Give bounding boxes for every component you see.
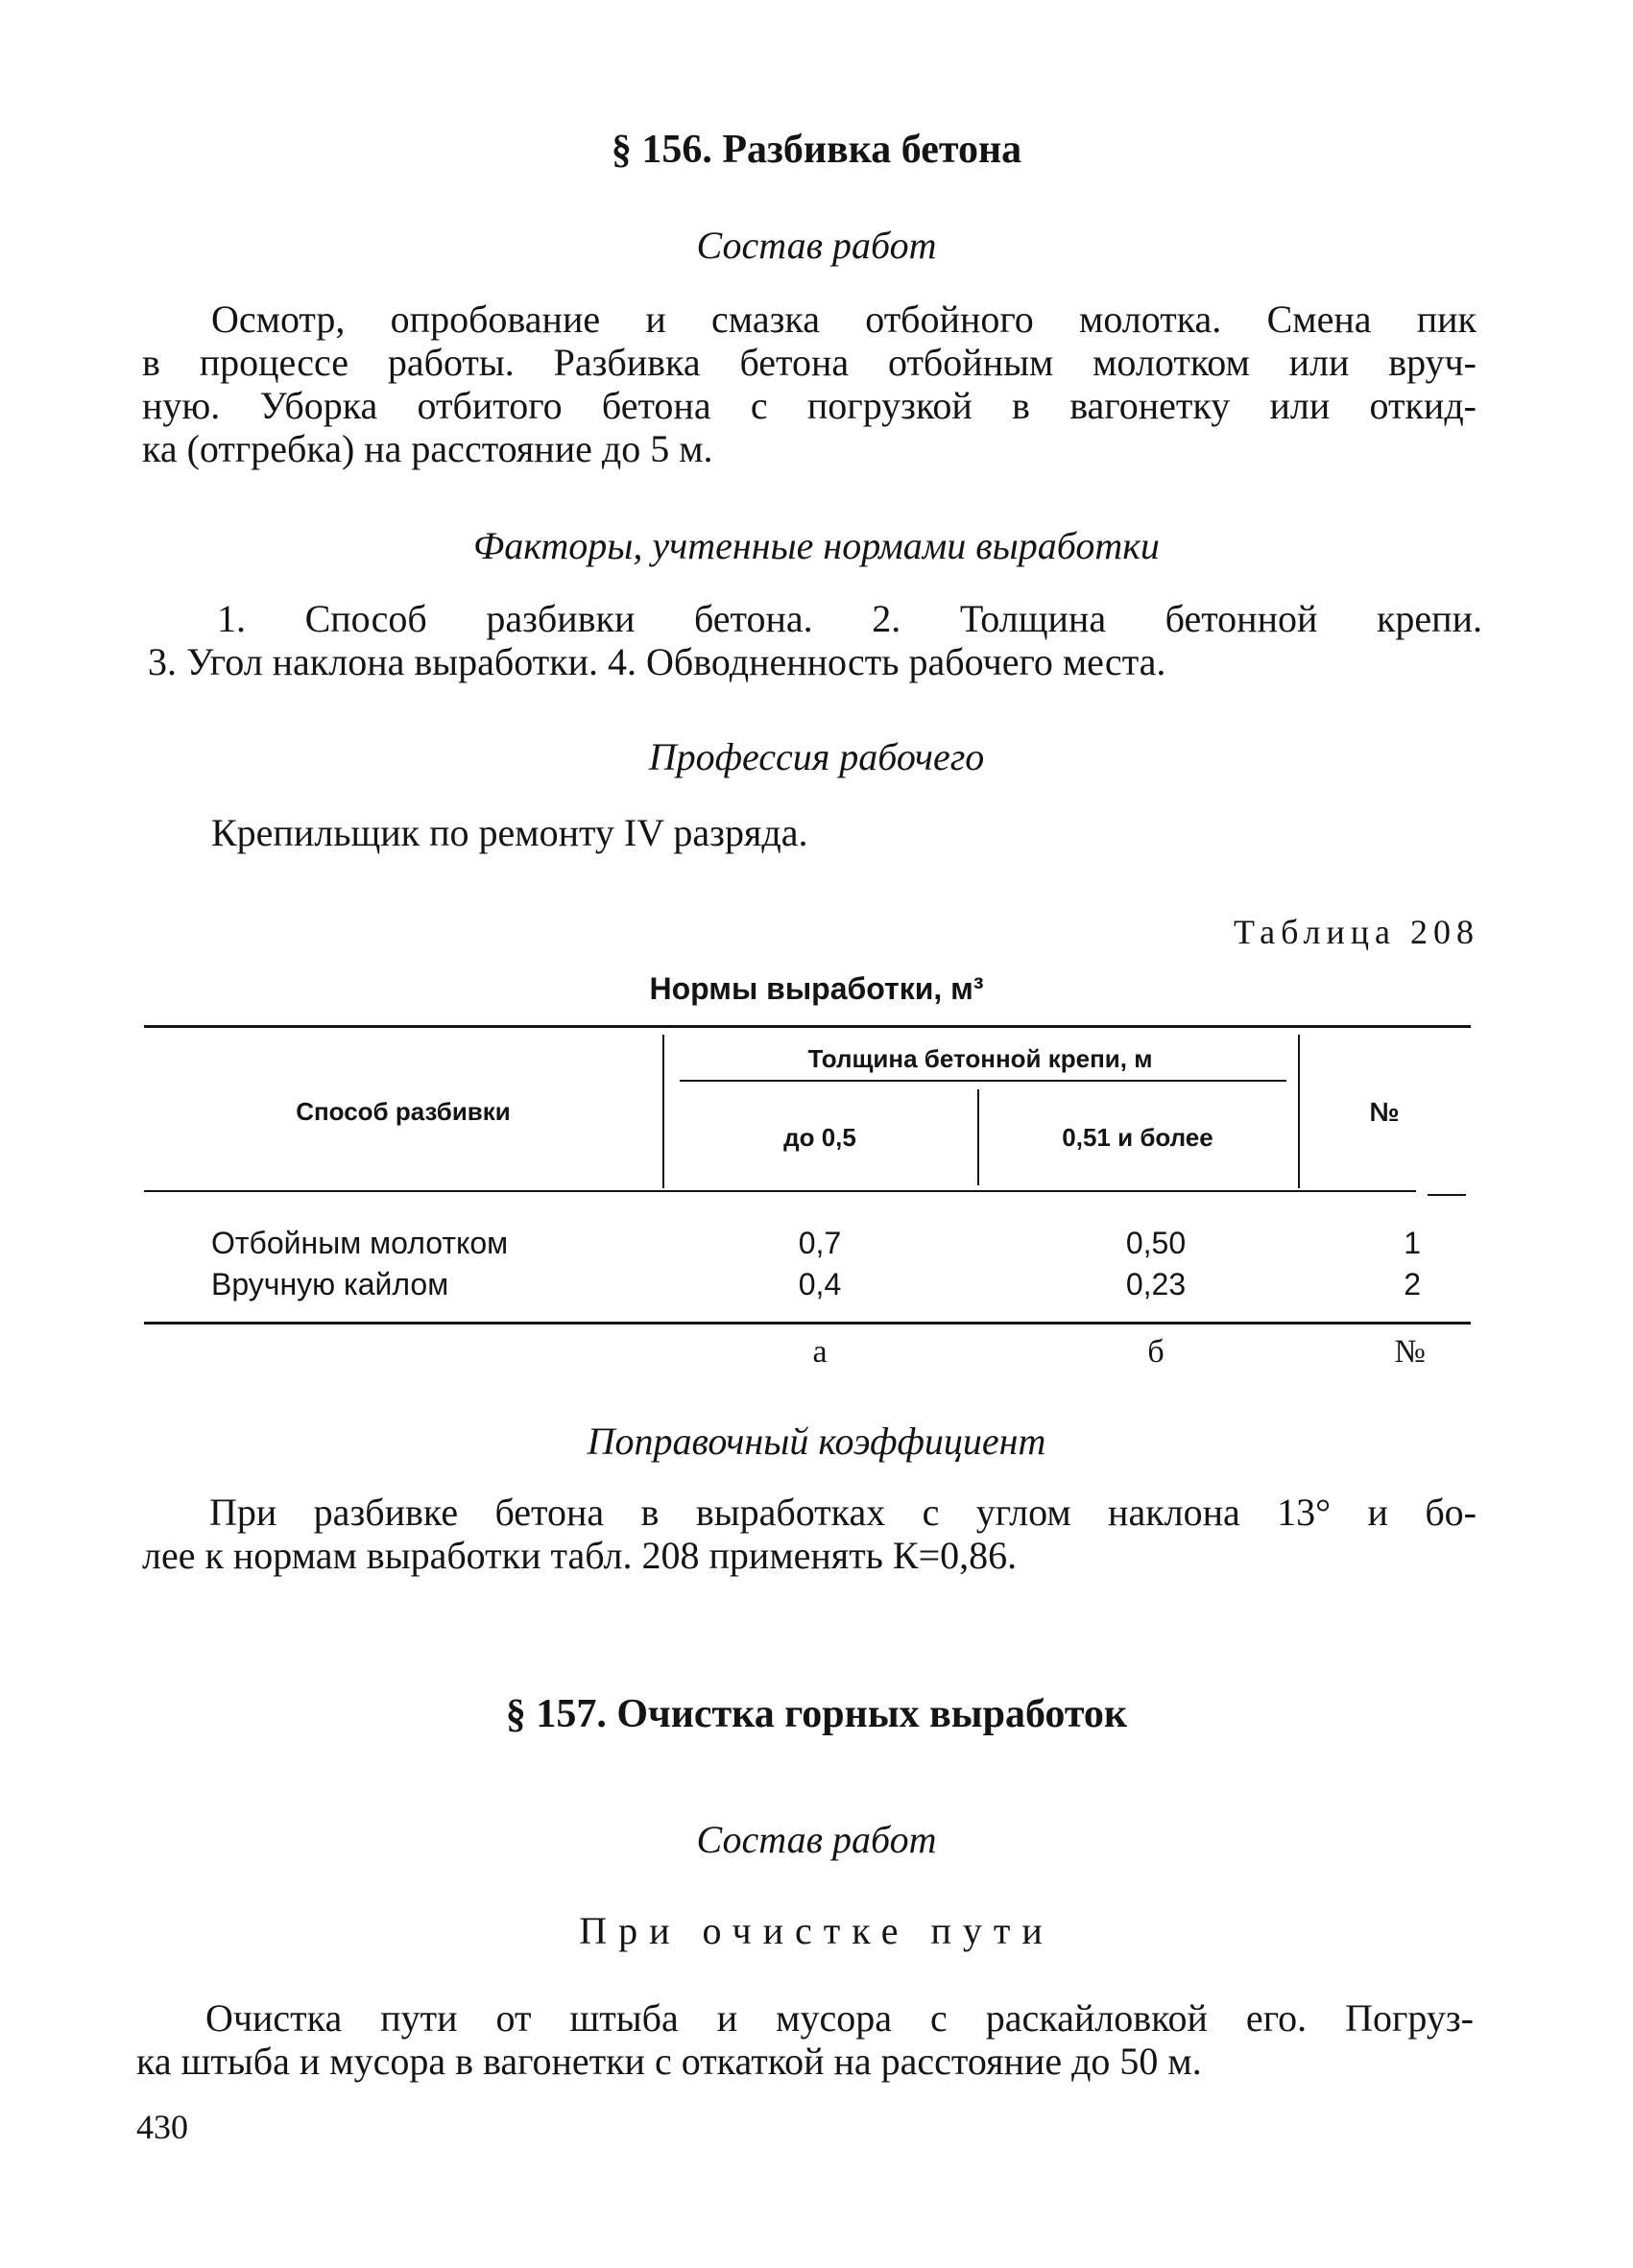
row-value-a: 0,7 xyxy=(798,1226,842,1260)
section-157-title: § 157. Очистка горных выработок xyxy=(505,1692,1128,1736)
correction-coefficient-heading: Поправочный коэффициент xyxy=(587,1420,1046,1463)
table-top-rule xyxy=(144,1025,1471,1028)
paragraph-line: ную. Уборка отбитого бетона с погрузкой в вагонетку или откид- xyxy=(142,384,1477,427)
row-value-a: 0,4 xyxy=(798,1267,842,1301)
page-number: 430 xyxy=(136,2108,188,2146)
paragraph-line: ка (отгребка) на расстояние до 5 м. xyxy=(142,427,713,470)
paragraph-line: ка штыба и мусора в вагонетки с откаткой на расстояние до 50 м. xyxy=(136,2040,1202,2083)
group-header-rule xyxy=(680,1080,1286,1082)
paragraph-line: Осмотр, опробование и смазка отбойного молотка. Смена пик xyxy=(211,298,1477,341)
paragraph-line: лее к нормам выработки табл. 208 применять К=0,86. xyxy=(142,1534,1018,1577)
header-bottom-rule xyxy=(144,1190,1416,1192)
column-header-no: № xyxy=(1369,1097,1400,1127)
work-composition-heading: Состав работ xyxy=(696,1818,937,1861)
header-bottom-rule-tail xyxy=(1428,1194,1466,1196)
section-156-title: § 156. Разбивка бетона xyxy=(611,128,1022,172)
table-caption: Нормы выработки, м³ xyxy=(649,971,984,1006)
table-label: Таблица 208 xyxy=(1234,913,1479,951)
row-method: Вручную кайлом xyxy=(211,1267,449,1301)
footer-label-a: а xyxy=(812,1334,828,1370)
row-value-b: 0,50 xyxy=(1125,1226,1187,1260)
row-value-b: 0,23 xyxy=(1125,1267,1187,1301)
paragraph-line: в процессе работы. Разбивка бетона отбойным молотком или вруч- xyxy=(142,341,1477,384)
paragraph-line: 1. Способ разбивки бетона. 2. Толщина бетонной крепи. xyxy=(217,597,1482,640)
column-header-a: до 0,5 xyxy=(783,1123,856,1152)
work-composition-paragraph xyxy=(142,298,1477,470)
footer-label-no: № xyxy=(1394,1334,1426,1370)
factors-paragraph xyxy=(148,597,1482,683)
row-number: 2 xyxy=(1404,1267,1421,1301)
row-number: 1 xyxy=(1404,1226,1421,1260)
factors-heading: Факторы, учтенные нормами выработки xyxy=(473,524,1160,567)
track-cleaning-subheading: При очистке пути xyxy=(579,1909,1054,1952)
column-header-method: Способ разбивки xyxy=(296,1097,511,1126)
table-bottom-rule xyxy=(144,1322,1471,1325)
paragraph-line: 3. Угол наклона выработки. 4. Обводненность рабочего места. xyxy=(148,640,1166,683)
track-cleaning-paragraph xyxy=(136,1996,1474,2083)
work-composition-heading: Состав работ xyxy=(696,224,937,267)
column-header-thickness: Толщина бетонной крепи, м xyxy=(807,1044,1153,1073)
profession-text: Крепильщик по ремонту IV разряда. xyxy=(211,811,808,854)
correction-coefficient-paragraph xyxy=(142,1491,1477,1577)
footer-label-b: б xyxy=(1147,1334,1165,1370)
paragraph-line: При разбивке бетона в выработках с углом наклона 13° и бо- xyxy=(209,1491,1477,1534)
column-header-b: 0,51 и более xyxy=(1062,1123,1213,1152)
profession-heading: Профессия рабочего xyxy=(648,735,985,778)
paragraph-line: Очистка пути от штыба и мусора с раскайловкой его. Погруз- xyxy=(205,1996,1474,2040)
row-method: Отбойным молотком xyxy=(211,1226,509,1260)
